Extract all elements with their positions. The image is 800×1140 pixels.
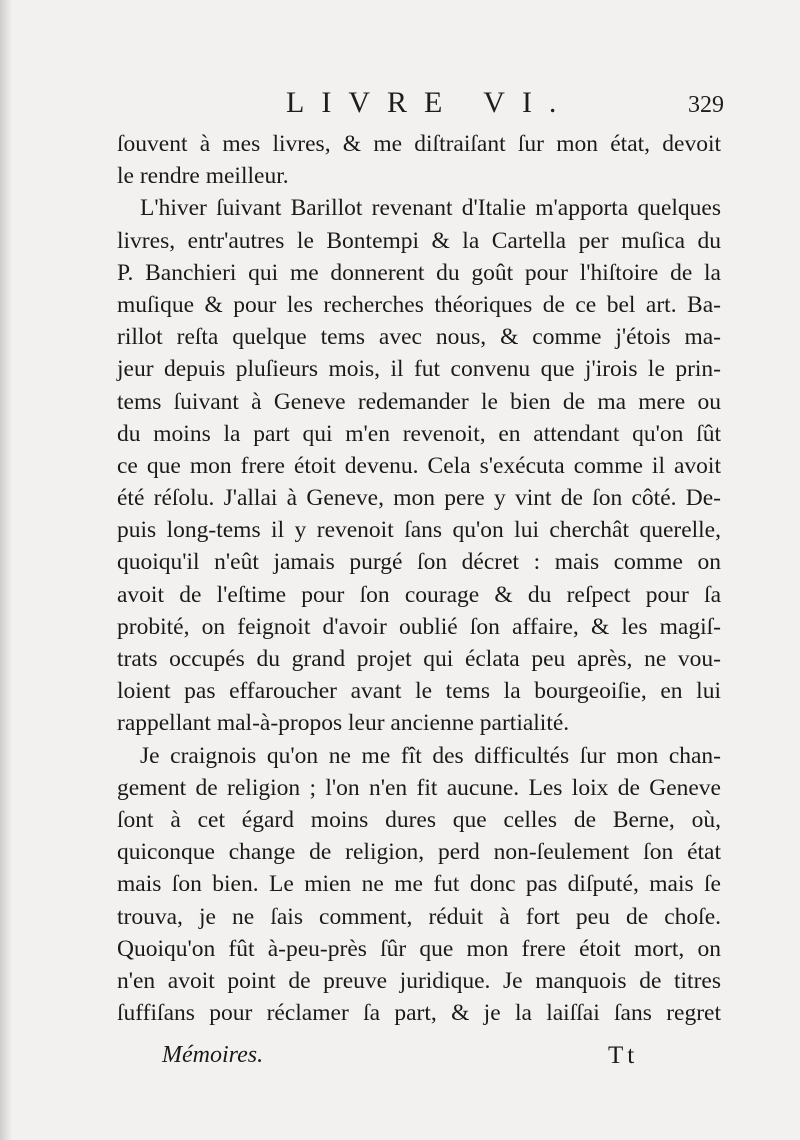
text-line: trouva, je ne ſais comment, réduit à fort peu de choſe. [117, 903, 721, 930]
running-title: LIVRE VI. [286, 86, 574, 119]
text-line: trats occupés du grand projet qui éclata peu après, ne vou- [117, 646, 721, 672]
text-line: ſuffiſans pour réclamer ſa part, & je la laiſſai ſans regret [117, 1000, 721, 1027]
text-line: gement de religion ; l'on n'en fit aucune. Les loix de Geneve [117, 774, 721, 801]
body-text [117, 128, 721, 1029]
text-line: le rendre meilleur. [117, 163, 289, 190]
text-line: quoiqu'il n'eût jamais purgé ſon décret : mais comme on [117, 549, 721, 576]
text-line: muſique & pour les recherches théoriques de ce bel art. Ba- [117, 291, 721, 318]
text-line: livres, entr'autres le Bontempi & la Cartella per muſica du [117, 227, 721, 254]
text-line: puis long-tems il y revenoit ſans qu'on lui cherchât querelle, [117, 517, 721, 544]
page-header [0, 84, 800, 124]
signature-text: Mémoires. [162, 1042, 264, 1068]
text-line: n'en avoit point de preuve juridique. Je manquois de titres [117, 967, 721, 994]
text-line: jeur depuis pluſieurs mois, il fut convenu que j'irois le prin- [117, 356, 721, 383]
text-line: P. Banchieri qui me donnerent du goût pour l'hiſtoire de la [117, 259, 721, 286]
text-line: loient pas effaroucher avant le tems la bourgeoiſie, en lui [117, 678, 721, 705]
page-number: 329 [688, 92, 724, 118]
text-line: du moins la part qui m'en revenoit, en attendant qu'on ſût [117, 420, 721, 447]
text-line: été réſolu. J'allai à Geneve, mon pere y vint de ſon côté. De- [117, 485, 721, 512]
text-line: Je craignois qu'on ne me fît des difficultés ſur mon chan- [140, 742, 721, 769]
text-line: mais ſon bien. Le mien ne me fut donc pas diſputé, mais ſe [117, 871, 721, 898]
signature-mark: Tt [608, 1042, 639, 1069]
page-gutter-shadow [0, 0, 12, 1140]
text-line: ſont à cet égard moins dures que celles de Berne, où, [117, 806, 721, 833]
text-line: ce que mon frere étoit devenu. Cela s'exécuta comme il avoit [117, 452, 721, 479]
text-line: avoit de l'eſtime pour ſon courage & du reſpect pour ſa [117, 581, 721, 608]
text-line: L'hiver ſuivant Barillot revenant d'Italie m'apporta quelques [140, 195, 721, 222]
text-line: Quoiqu'on fût à-peu-près ſûr que mon frere étoit mort, on [117, 935, 721, 962]
text-line: rillot reſta quelque tems avec nous, & comme j'étois ma- [117, 324, 721, 351]
text-line: tems ſuivant à Geneve redemander le bien de ma mere ou [117, 388, 721, 415]
text-line: quiconque change de religion, perd non-ſeulement ſon état [117, 839, 721, 866]
text-line: ſouvent à mes livres, & me diſtraiſant ſur mon état, devoit [117, 131, 721, 157]
text-line: rappellant mal-à-propos leur ancienne partialité. [117, 710, 570, 737]
page-footer [0, 1042, 800, 1082]
text-line: probité, on feignoit d'avoir oublié ſon affaire, & les magiſ- [117, 613, 721, 640]
